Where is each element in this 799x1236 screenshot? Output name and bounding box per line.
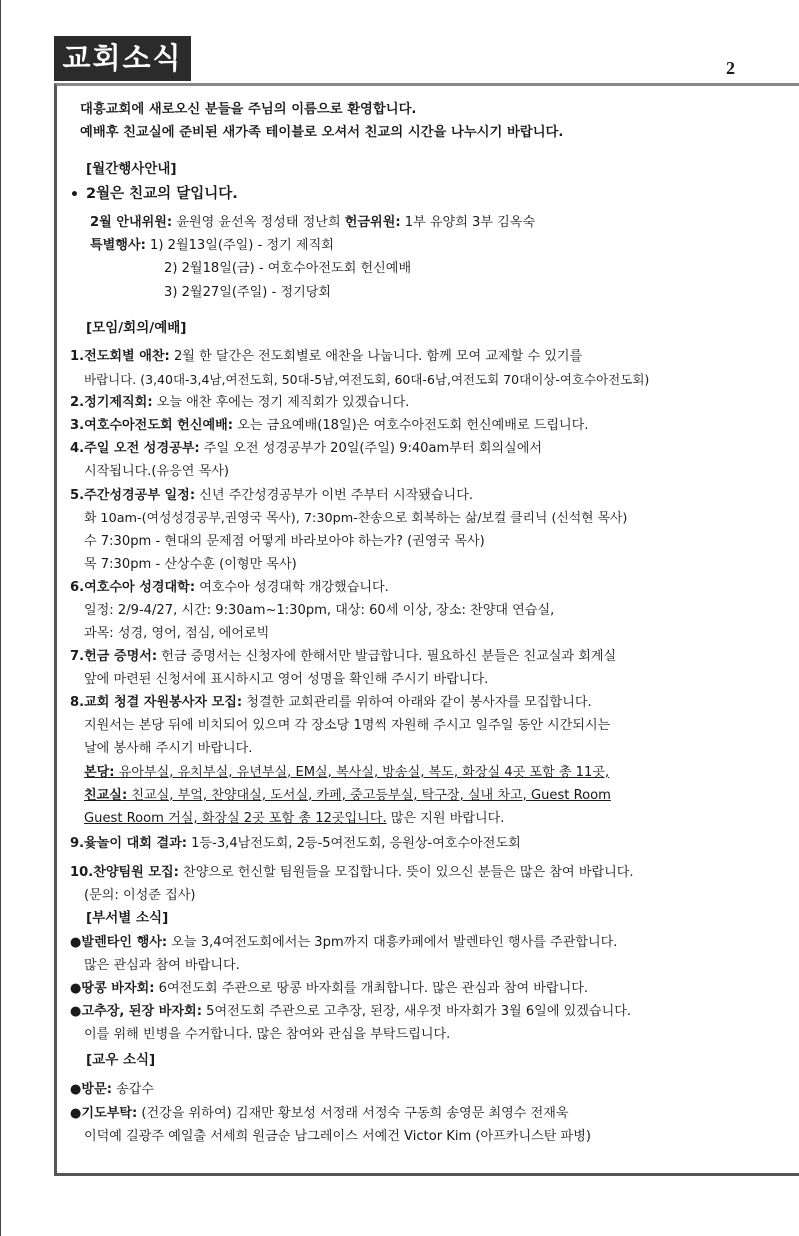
- special-item: 1) 2월13일(주일) - 정기 제직회: [145, 238, 334, 253]
- greeting-line: 대흥교회에 새로오신 분들을 주님의 이름으로 환영합니다.: [80, 102, 417, 117]
- item-text: (문의: 이성준 집사): [84, 888, 196, 903]
- item-text: 유아부실, 유치부실, 유년부실, EM실, 복사실, 방송실, 복도, 화장실 4곳 포함 총 11곳,: [114, 765, 610, 780]
- item-label: 본당:: [84, 765, 115, 780]
- list-item: [70, 417, 588, 435]
- item-label: 3.여호수아전도회 헌신예배:: [70, 418, 234, 433]
- item-text: 송갑수: [111, 1082, 155, 1097]
- list-item: [70, 394, 409, 412]
- special-label: 특별행사:: [90, 238, 146, 253]
- item-label: 친교실:: [84, 788, 128, 803]
- item-label: ●기도부탁:: [70, 1106, 138, 1121]
- list-item: [70, 934, 617, 952]
- item-text: Guest Room 거실, 화장실 2곳 포함 총 12곳입니다.: [84, 811, 387, 826]
- list-item: [70, 440, 542, 458]
- item-text: 목 7:30pm - 산상수훈 (이형만 목사): [84, 557, 297, 572]
- volunteer-area: [84, 787, 611, 805]
- item-label: 10.찬양팀원 모집:: [70, 865, 179, 880]
- list-item: [70, 980, 588, 998]
- item-text: 오늘 3,4여전도회에서는 3pm까지 대흥카페에서 발렌타인 행사를 주관합니다.: [167, 935, 618, 950]
- item-text: 신년 주간성경공부가 이번 주부터 시작됐습니다.: [195, 488, 474, 503]
- item-label: 5.주간성경공부 일정:: [70, 488, 196, 503]
- bullet: •: [70, 187, 79, 203]
- item-text: 바랍니다. (3,40대-3,4남,여전도회, 50대-5남,여전도회, 60대-6남,여전도회 70대이상-여호수아전도회): [84, 372, 650, 387]
- item-text: 지원서는 본당 뒤에 비치되어 있으며 각 장소당 1명씩 자원해 주시고 일주일 동안 시간되시는: [84, 718, 611, 733]
- section-heading: [교우 소식]: [86, 1052, 156, 1068]
- monthly-headline: 2월은 친교의 달입니다.: [86, 186, 238, 202]
- item-text: 오늘 애찬 후에는 정기 제직회가 있겠습니다.: [152, 395, 410, 410]
- item-text: 날에 봉사해 주시기 바랍니다.: [84, 741, 253, 756]
- item-label: 2.정기제직회:: [70, 395, 153, 410]
- item-text: 과목: 성경, 영어, 점심, 에어로빅: [84, 626, 270, 641]
- item-text: 6여전도회 주관으로 땅콩 바자회를 개최합니다. 많은 관심과 참여 바랍니다.: [154, 981, 589, 996]
- special-line: [90, 237, 334, 255]
- section-heading: [월간행사안내]: [86, 161, 177, 177]
- item-label: 6.여호수아 성경대학:: [70, 580, 196, 595]
- item-text: 찬양으로 헌신할 팀원들을 모집합니다. 뜻이 있으신 분들은 많은 참여 바랍니다.: [178, 865, 634, 880]
- item-text: 화 10am-(여성성경공부,권영국 목사), 7:30pm-찬송으로 회복하는 삶/보컬 클리닉 (신석현 목사): [84, 511, 628, 526]
- list-item: [70, 487, 473, 505]
- item-label: 7.헌금 증명서:: [70, 649, 158, 664]
- item-text: [84, 810, 504, 828]
- list-item: [70, 348, 582, 366]
- item-text: 많은 지원 바랍니다.: [386, 811, 505, 826]
- item-text: 많은 관심과 참여 바랍니다.: [84, 958, 240, 973]
- page-title: 교회소식: [54, 36, 191, 81]
- item-text: 이를 위해 빈병을 수거합니다. 많은 참여와 관심을 부탁드립니다.: [84, 1027, 451, 1042]
- list-item: [70, 835, 521, 853]
- item-text: 수 7:30pm - 현대의 문제점 어떻게 바라보아야 하는가? (권영국 목사): [84, 534, 485, 549]
- item-label: 4.주일 오전 성경공부:: [70, 441, 200, 456]
- guide-line: [90, 214, 535, 232]
- item-label: 9.윷놀이 대회 결과:: [70, 836, 187, 851]
- page-number: 2: [726, 58, 735, 78]
- offering-text: 1부 유양희 3부 김옥숙: [400, 215, 536, 230]
- item-text: 헌금 증명서는 신청자에 한해서만 발급합니다. 필요하신 분들은 친교실과 회계실: [157, 649, 617, 664]
- list-item: [70, 1105, 569, 1123]
- item-label: ●땅콩 바자회:: [70, 981, 155, 996]
- volunteer-area: [84, 764, 609, 782]
- section-heading: [부서별 소식]: [86, 910, 169, 926]
- item-label: 8.교회 청결 자원봉사자 모집:: [70, 695, 243, 710]
- page-edge: [0, 0, 1, 1236]
- item-text: 앞에 마련된 신청서에 표시하시고 영어 성명을 확인해 주시기 바랍니다.: [84, 672, 489, 687]
- item-label: ●발렌타인 행사:: [70, 935, 168, 950]
- item-text: 청결한 교회관리를 위하여 아래와 같이 봉사자를 모집합니다.: [242, 695, 592, 710]
- item-label: ●고추장, 된장 바자회:: [70, 1004, 202, 1019]
- list-item: [70, 1081, 154, 1099]
- section-heading: [모임/회의/예배]: [86, 320, 187, 336]
- item-text: 1등-3,4남전도회, 2등-5여전도회, 응원상-여호수아전도회: [186, 836, 521, 851]
- list-item: [70, 1003, 631, 1021]
- item-text: 시작됩니다.(유응연 목사): [84, 464, 230, 479]
- item-text: 일정: 2/9-4/27, 시간: 9:30am~1:30pm, 대상: 60세 이상, 장소: 찬양대 연습실,: [84, 603, 555, 618]
- item-label: 1.전도회별 애찬:: [70, 349, 170, 364]
- item-text: 여호수아 성경대학 개강했습니다.: [195, 580, 389, 595]
- item-text: (건강을 위하여) 김재만 황보성 서정래 서정숙 구동희 송영문 최영수 전재욱: [137, 1106, 569, 1121]
- guide-text: 윤원영 윤선옥 정성태 정난희: [172, 215, 345, 230]
- item-label: ●방문:: [70, 1082, 112, 1097]
- item-text: 오는 금요예배(18일)은 여호수아전도회 헌신예배로 드립니다.: [233, 418, 589, 433]
- offering-label: 헌금위원:: [344, 215, 401, 230]
- item-text: 이덕예 길광주 예일출 서세희 원금순 남그레이스 서예건 Victor Kim (아프카니스탄 파병): [84, 1129, 591, 1144]
- list-item: [70, 648, 616, 666]
- special-item: 2) 2월18일(금) - 여호수아전도회 헌신예배: [164, 261, 412, 276]
- list-item: [70, 864, 634, 882]
- item-text: 2월 한 달간은 전도회별로 애찬을 나눕니다. 함께 모여 교제할 수 있기를: [169, 349, 583, 364]
- item-text: 주일 오전 성경공부가 20일(주일) 9:40am부터 회의실에서: [199, 441, 542, 456]
- item-text: 친교실, 부엌, 찬양대실, 도서실, 카페, 중고등부실, 탁구장, 실내 차고, Guest Room: [127, 788, 611, 803]
- special-item: 3) 2월27일(주일) - 정기당회: [164, 285, 332, 300]
- item-text: 5여전도회 주관으로 고추장, 된장, 새우젓 바자회가 3월 6일에 있겠습니다.: [201, 1004, 632, 1019]
- list-item: [70, 579, 389, 597]
- greeting-line: 예배후 친교실에 준비된 새가족 테이블로 오셔서 친교의 시간을 나누시기 바랍니다.: [80, 125, 564, 140]
- guide-label: 2월 안내위원:: [90, 215, 173, 230]
- list-item: [70, 694, 592, 712]
